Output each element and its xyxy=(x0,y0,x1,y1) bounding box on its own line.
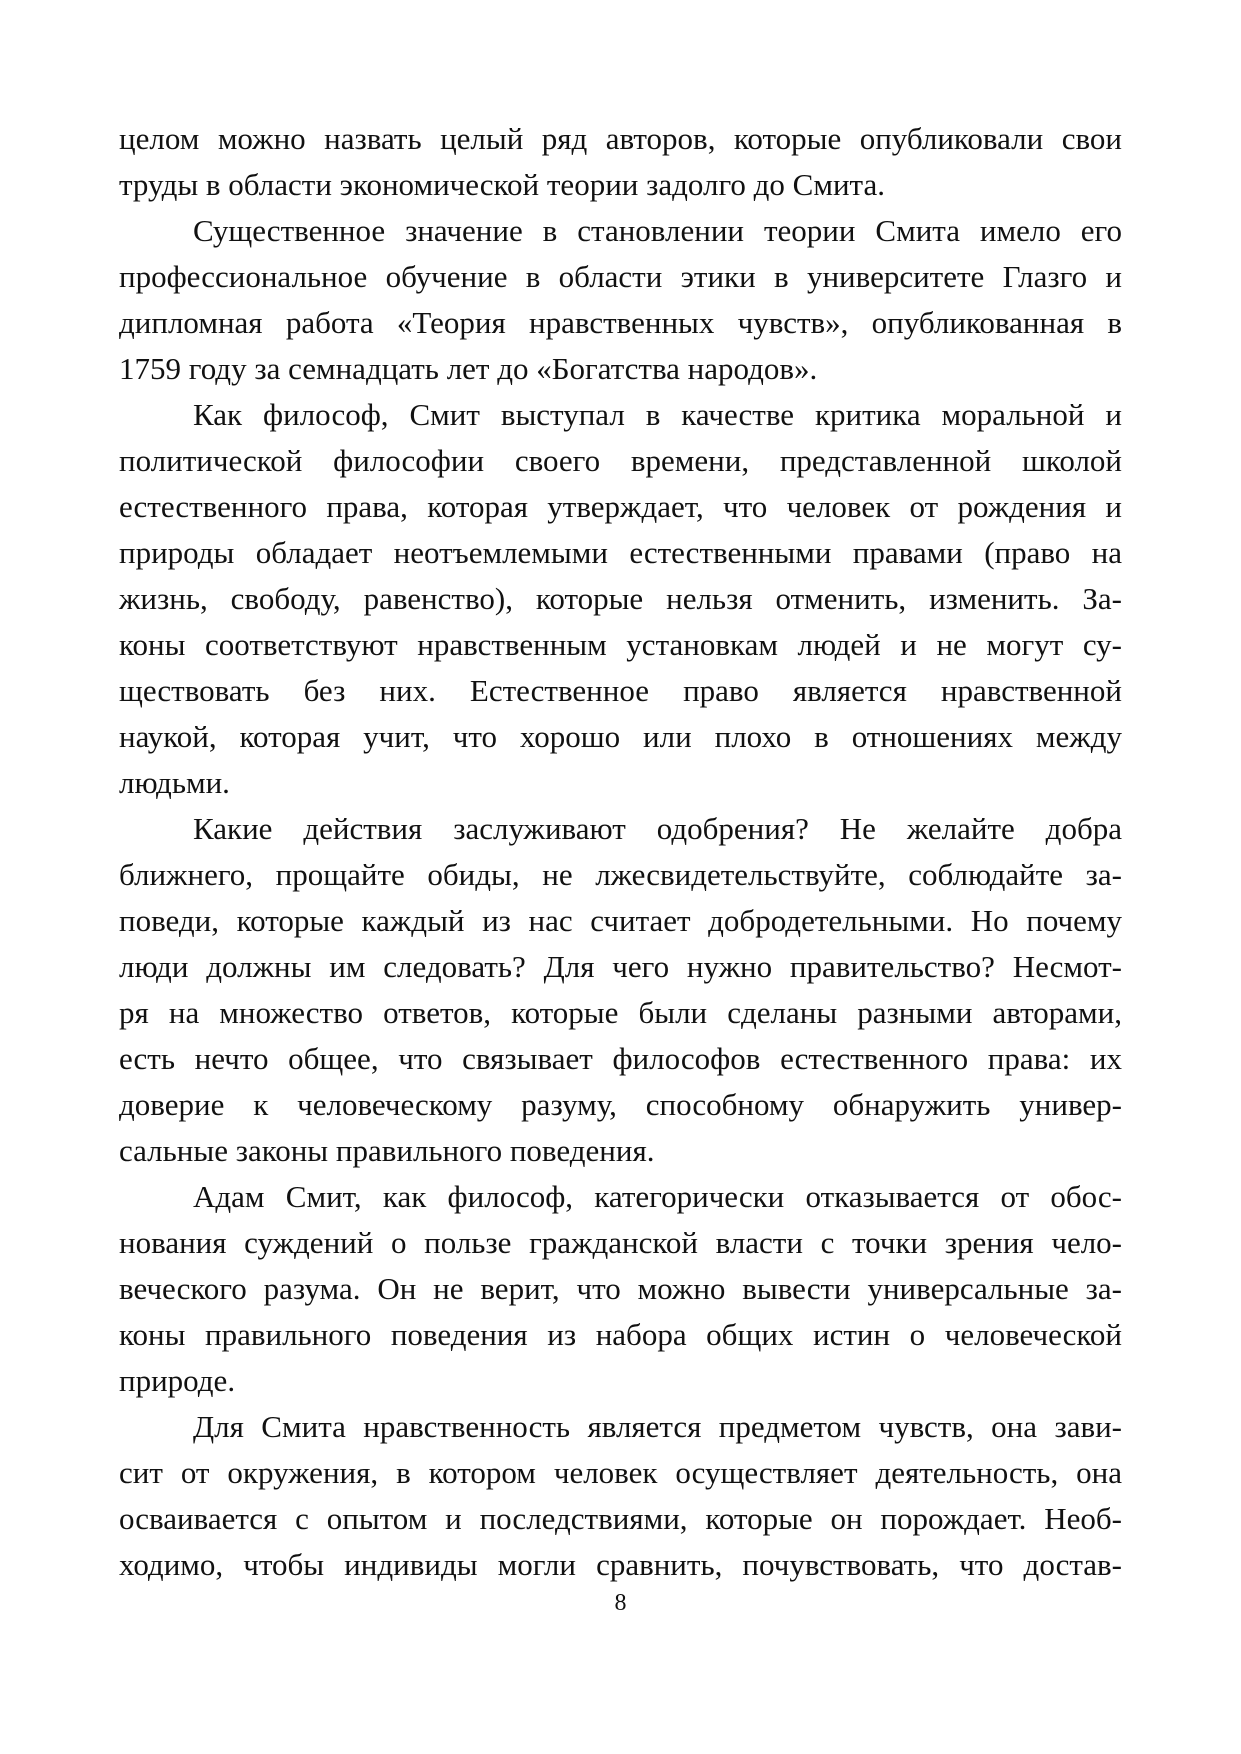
paragraph-2 xyxy=(119,208,1122,392)
text-line: ществовать без них. Естественное право является нравственной xyxy=(119,673,1122,708)
text-line: целом можно назвать целый ряд авторов, которые опубликовали свои xyxy=(119,121,1122,156)
text-line: поведи, которые каждый из нас считает добродетельными. Но почему xyxy=(119,903,1122,938)
text-line: ря на множество ответов, которые были сделаны разными авторами, xyxy=(119,995,1122,1030)
text-line: Адам Смит, как философ, категорически отказывается от обос- xyxy=(193,1179,1122,1214)
text-line: сальные законы правильного поведения. xyxy=(119,1133,655,1168)
text-line: Для Смита нравственность является предметом чувств, она зави- xyxy=(193,1409,1122,1444)
paragraph-3 xyxy=(119,392,1122,806)
text-line: природы обладает неотъемлемыми естественными правами (право на xyxy=(119,535,1122,570)
paragraph-4 xyxy=(119,806,1122,1174)
body-text xyxy=(119,116,1122,1588)
text-line: 1759 году за семнадцать лет до «Богатства народов». xyxy=(119,351,818,386)
text-line: природе. xyxy=(119,1363,236,1398)
text-line: наукой, которая учит, что хорошо или плохо в отношениях между xyxy=(119,719,1122,754)
text-line: осваивается с опытом и последствиями, которые он порождает. Необ- xyxy=(119,1501,1122,1536)
text-line: жизнь, свободу, равенство), которые нельзя отменить, изменить. За- xyxy=(119,581,1122,616)
text-line: нования суждений о пользе гражданской власти с точки зрения чело- xyxy=(119,1225,1122,1260)
text-line: ближнего, прощайте обиды, не лжесвидетельствуйте, соблюдайте за- xyxy=(119,857,1122,892)
paragraph-1 xyxy=(119,116,1122,208)
text-line: веческого разума. Он не верит, что можно вывести универсальные за- xyxy=(119,1271,1122,1306)
text-line: люди должны им следовать? Для чего нужно правительство? Несмот- xyxy=(119,949,1122,984)
text-line: профессиональное обучение в области этики в университете Глазго и xyxy=(119,259,1122,294)
text-line: Какие действия заслуживают одобрения? Не желайте добра xyxy=(193,811,1122,846)
text-line: Как философ, Смит выступал в качестве критика моральной и xyxy=(193,397,1122,432)
text-line: политической философии своего времени, представленной школой xyxy=(119,443,1122,478)
text-line: доверие к человеческому разуму, способному обнаружить универ- xyxy=(119,1087,1122,1122)
text-line: Существенное значение в становлении теории Смита имело его xyxy=(193,213,1122,248)
text-line: сит от окружения, в котором человек осуществляет деятельность, она xyxy=(119,1455,1122,1490)
text-line: естественного права, которая утверждает, что человек от рождения и xyxy=(119,489,1122,524)
page-number: 8 xyxy=(614,1590,627,1616)
text-line: людьми. xyxy=(119,765,230,800)
text-line: есть нечто общее, что связывает философов естественного права: их xyxy=(119,1041,1122,1076)
text-line: коны правильного поведения из набора общих истин о человеческой xyxy=(119,1317,1122,1352)
text-line: коны соответствуют нравственным установкам людей и не могут су- xyxy=(119,627,1122,662)
paragraph-6 xyxy=(119,1404,1122,1588)
paragraph-5 xyxy=(119,1174,1122,1404)
text-line: ходимо, чтобы индивиды могли сравнить, почувствовать, что достав- xyxy=(119,1547,1122,1582)
text-line: труды в области экономической теории задолго до Смита. xyxy=(119,167,885,202)
text-line: дипломная работа «Теория нравственных чувств», опубликованная в xyxy=(119,305,1122,340)
